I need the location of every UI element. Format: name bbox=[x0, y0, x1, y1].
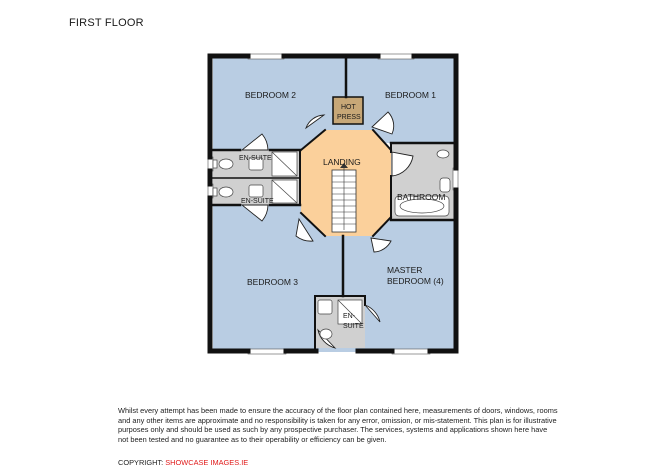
label-landing: LANDING bbox=[323, 157, 361, 167]
label-master-1: MASTER bbox=[387, 265, 423, 275]
label-en-suite-master-1: EN- bbox=[343, 313, 356, 320]
copyright-line bbox=[118, 458, 248, 467]
label-en-suite-upper: EN-SUITE bbox=[239, 155, 272, 162]
label-bedroom-1: BEDROOM 1 bbox=[385, 90, 437, 100]
label-en-suite-lower: EN-SUITE bbox=[241, 198, 274, 205]
label-en-suite-master-2: SUITE bbox=[343, 323, 364, 330]
label-bedroom-3: BEDROOM 3 bbox=[247, 277, 299, 287]
label-master-2: BEDROOM (4) bbox=[387, 276, 444, 286]
label-bedroom-2: BEDROOM 2 bbox=[245, 90, 297, 100]
floor-title: FIRST FLOOR bbox=[69, 17, 144, 29]
stairs bbox=[332, 163, 356, 232]
label-bathroom: BATHROOM bbox=[397, 192, 446, 202]
label-hot-press-2: PRESS bbox=[337, 114, 361, 121]
label-hot-press-1: HOT bbox=[341, 104, 356, 111]
copyright-brand: SHOWCASE IMAGES.IE bbox=[165, 458, 249, 467]
disclaimer-text: Whilst every attempt has been made to ensure the accuracy of the floor plan contained here, measurements of doors, windows, rooms and any other items are approximate and no responsibility is taken for any error, omission, or mis-statement. This plan is for illustrative purposes only and should be used as such by any prospective purchaser. The services, systems and applications shown here have not been tested and no guarantee as to their operability or efficiency can be given. bbox=[118, 406, 558, 444]
copyright-label: COPYRIGHT: bbox=[118, 458, 164, 467]
